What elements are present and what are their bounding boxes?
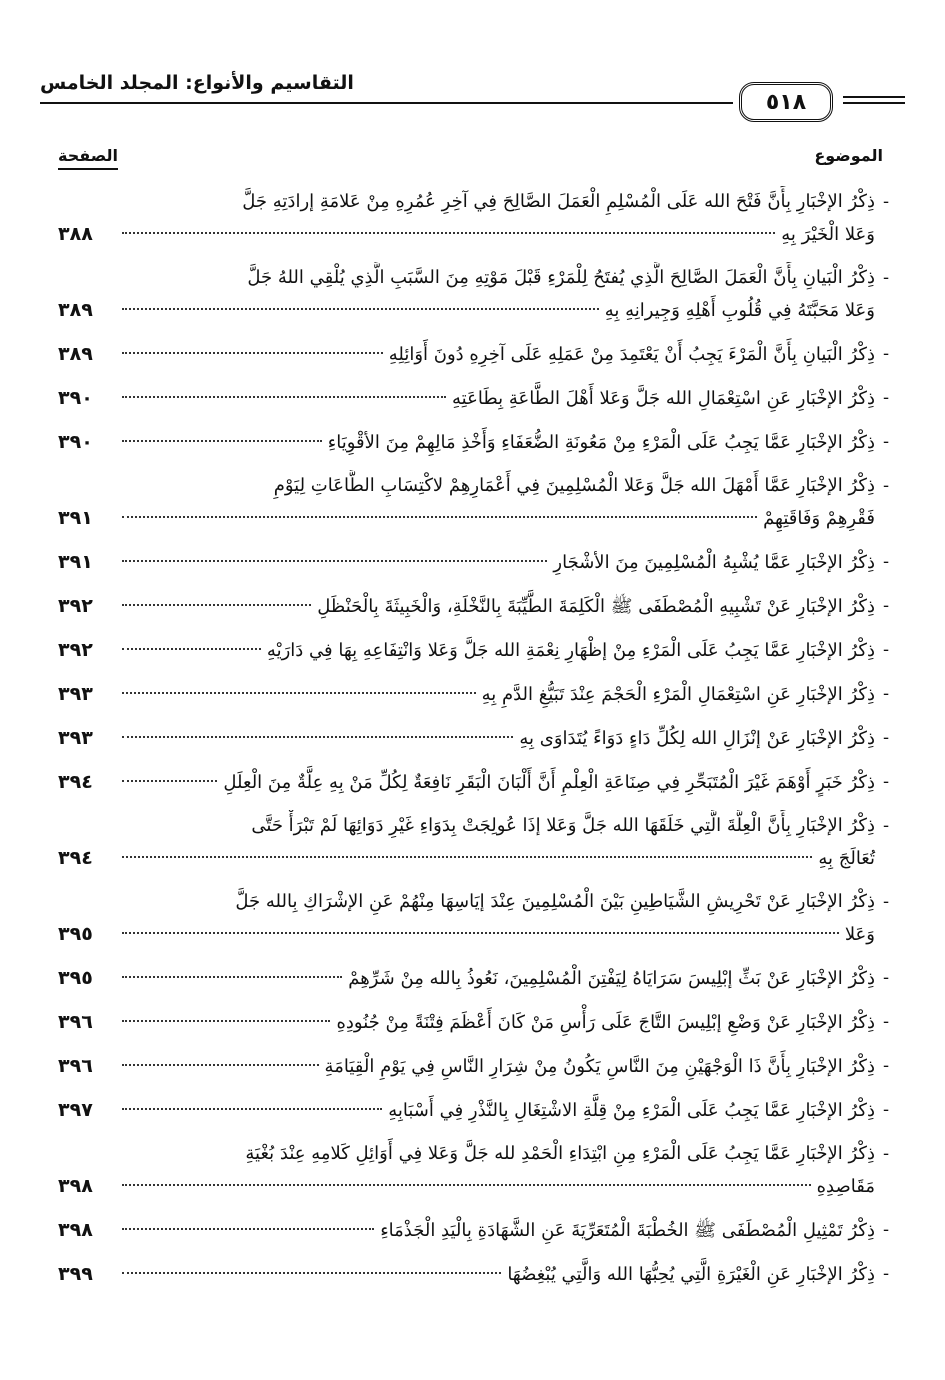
entry-title-line: وَعَلا الْخَيْرَ بِهِ (781, 224, 875, 245)
entry-title-line: ذِكْرُ الإخْبَارِ عَمَّا يَجِبُ عَلَى الْمَرْءِ مِنِ ابْتِدَاءِ الْحَمْدِ لله جَلَّ وَعَلا فِي أَوَائِلِ كَلامِهِ عِنْدَ بُغْيَةِ (245, 1143, 875, 1164)
toc-entry (58, 470, 897, 535)
entry-bullet: - (882, 267, 890, 288)
dot-leader (122, 1184, 811, 1186)
toc-entry (58, 1214, 897, 1247)
entry-page-number: ٣٩٥ (58, 923, 93, 945)
table-of-contents (58, 186, 897, 1302)
entry-title-line: ذِكْرُ الإخْبَارِ عَنْ تَحْرِيشِ الشَّيَاطِينِ بَيْنَ الْمُسْلِمِينَ عِنْدَ إيَاسِهَا مِنْهُمْ عَنِ الإشْرَاكِ بِالله جَلَّ (235, 891, 875, 912)
entry-title-line: ذِكْرُ الإخْبَارِ عَنْ وَضْعِ إبْلِيسَ التَّاجَ عَلَى رَأْسِ مَنْ كَانَ أَعْظَمَ فِتْنَةً مِنْ جُنُودِهِ (336, 1012, 875, 1033)
entry-title-line: تُعَالَجَ بِهِ (818, 848, 875, 869)
entry-title-line: ذِكْرُ الإخْبَارِ عَمَّا يَجِبُ عَلَى الْمَرْءِ مِنْ إظْهَارِ نِعْمَةِ الله جَلَّ وَعَلا وَانْتِفَاعِهِ بِهَا فِي دَارَيْهِ (266, 640, 875, 661)
toc-entry (58, 1050, 897, 1083)
entry-bullet: - (882, 1219, 890, 1240)
entry-last-line (58, 1214, 875, 1247)
entry-page-number: ٣٩٤ (58, 771, 93, 793)
entry-body (58, 1050, 875, 1083)
entry-title-line: فَقْرِهِمْ وَفَاقَتِهِمْ (763, 508, 875, 529)
entry-page-number: ٣٩٢ (58, 639, 93, 661)
entry-last-line (58, 766, 875, 799)
entry-body (58, 590, 875, 623)
column-header-topic: الموضوع (814, 146, 883, 165)
entry-page-number: ٣٩٧ (58, 1099, 93, 1121)
entry-body (58, 426, 875, 459)
entry-bullet: - (882, 191, 890, 212)
entry-title-line: وَعَلا (844, 924, 875, 945)
dot-leader (122, 780, 217, 782)
entry-last-line (58, 842, 875, 875)
toc-entry (58, 722, 897, 755)
dot-leader (122, 1228, 374, 1230)
entry-body (58, 1006, 875, 1039)
entry-bullet: - (882, 967, 890, 988)
dot-leader (122, 232, 775, 234)
entry-last-line (58, 502, 875, 535)
entry-title-line: ذِكْرُ الإخْبَارِ عَنِ اسْتِعْمَالِ الله جَلَّ وَعَلا أَهْلَ الطَّاعَةِ بِطَاعَتِهِ (452, 388, 875, 409)
entry-title-line: ذِكْرُ الإخْبَارِ عَمَّا يَجِبُ عَلَى الْمَرْءِ مِنْ قِلَّةِ الاشْتِغَالِ بِالنَّذْرِ فِي أَسْبَابِهِ (388, 1100, 875, 1121)
entry-title-line: ذِكْرُ الإخْبَارِ عَنِ اسْتِعْمَالِ الْمَرْءِ الْحَجْمَ عِنْدَ تَبَيُّغِ الدَّمِ بِهِ (481, 684, 875, 705)
page-header (40, 72, 905, 122)
entry-bullet: - (882, 431, 890, 452)
dot-leader (122, 308, 599, 310)
entry-body (58, 678, 875, 711)
toc-entry (58, 426, 897, 459)
entry-bullet: - (882, 815, 890, 836)
page-number: ٥١٨ (739, 82, 833, 122)
entry-page-number: ٣٩١ (58, 551, 93, 573)
entry-page-number: ٣٨٩ (58, 299, 93, 321)
entry-title-line: ذِكْرُ الإخْبَارِ بِأَنَّ الْعِلَّةَ الَّتِي خَلَقَهَا الله جَلَّ وَعَلا إذَا عُولِجَتْ بِدَوَاءِ غَيْرِ دَوَائِهَا لَمْ تَبْرَأْ حَتَّى (251, 815, 875, 836)
entry-title-line: ذِكْرُ الإخْبَارِ عَنِ الْغَيْرَةِ الَّتِي يُحِبُّهَا الله وَالَّتِي يُبْغِضُهَا (507, 1264, 875, 1285)
entry-bullet: - (882, 1263, 890, 1284)
entry-title-line: ذِكْرُ الْبَيانِ بِأَنَّ الْمَرْءَ يَجِبُ أَنْ يَعْتَمِدَ مِنْ عَمَلِهِ عَلَى آخِرِهِ دُونَ أَوَائِلِهِ (388, 344, 875, 365)
dot-leader (122, 396, 446, 398)
entry-page-number: ٣٨٨ (58, 223, 93, 245)
entry-last-line (58, 678, 875, 711)
entry-bullet: - (882, 683, 890, 704)
toc-entry (58, 810, 897, 875)
entry-body (58, 962, 875, 995)
entry-page-number: ٣٩١ (58, 507, 93, 529)
entry-page-number: ٣٨٩ (58, 343, 93, 365)
entry-title-line: ذِكْرُ الإخْبَارِ بِأَنَّ ذَا الْوَجْهَيْنِ مِنَ النَّاسِ يَكُونُ مِنْ شِرَارِ النَّاسِ فِي يَوْمِ الْقِيَامَةِ (324, 1056, 875, 1077)
toc-entry (58, 382, 897, 415)
toc-entry (58, 1258, 897, 1291)
dot-leader (122, 1064, 319, 1066)
entry-body (58, 1258, 875, 1291)
entry-body (58, 1214, 875, 1247)
entry-body (58, 470, 875, 535)
dot-leader (122, 736, 513, 738)
entry-bullet: - (882, 727, 890, 748)
entry-bullet: - (882, 475, 890, 496)
entry-last-line (58, 294, 875, 327)
entry-last-line (58, 338, 875, 371)
entry-body (58, 634, 875, 667)
entry-bullet: - (882, 387, 890, 408)
entry-title-line: ذِكْرُ الإخْبَارِ عَمَّا أَمْهَلَ الله جَلَّ وَعَلا الْمُسْلِمِينَ فِي أَعْمَارِهِمْ لاكْتِسَابِ الطَّاعَاتِ لِيَوْمِ (273, 475, 875, 496)
volume-title: التقاسيم والأنواع: المجلد الخامس (40, 72, 354, 94)
entry-bullet: - (882, 639, 890, 660)
entry-page-number: ٣٩٣ (58, 683, 93, 705)
entry-page-number: ٣٩٩ (58, 1263, 93, 1285)
toc-entry (58, 186, 897, 251)
entry-bullet: - (882, 1055, 890, 1076)
dot-leader (122, 856, 812, 858)
toc-entry (58, 546, 897, 579)
toc-entry (58, 1006, 897, 1039)
dot-leader (122, 692, 476, 694)
entry-title-line: وَعَلا مَحَبَّتَهُ فِي قُلُوبِ أَهْلِهِ وَجِيرانِهِ بِهِ (604, 300, 875, 321)
dot-leader (122, 604, 311, 606)
toc-entry (58, 886, 897, 951)
toc-entry (58, 1094, 897, 1127)
toc-entry (58, 590, 897, 623)
entry-page-number: ٣٩٥ (58, 967, 93, 989)
toc-entry (58, 338, 897, 371)
dot-leader (122, 440, 322, 442)
entry-bullet: - (882, 1143, 890, 1164)
dot-leader (122, 648, 261, 650)
entry-body (58, 1138, 875, 1203)
entry-body (58, 382, 875, 415)
entry-last-line (58, 382, 875, 415)
dot-leader (122, 1108, 382, 1110)
entry-page-number: ٣٩٤ (58, 847, 93, 869)
entry-last-line (58, 1006, 875, 1039)
entry-bullet: - (882, 551, 890, 572)
entry-last-line (58, 1258, 875, 1291)
entry-page-number: ٣٩٨ (58, 1175, 93, 1197)
entry-body (58, 338, 875, 371)
entry-last-line (58, 218, 875, 251)
entry-body (58, 186, 875, 251)
entry-last-line (58, 1170, 875, 1203)
entry-last-line (58, 1050, 875, 1083)
entry-page-number: ٣٩٠ (58, 431, 93, 453)
entry-body (58, 886, 875, 951)
column-header-page: الصفحة (58, 146, 118, 170)
entry-bullet: - (882, 343, 890, 364)
entry-title-line: ذِكْرُ خَبَرٍ أَوْهَمَ غَيْرَ الْمُتَبَحِّرِ فِي صِنَاعَةِ الْعِلْمِ أَنَّ أَلْبَانَ الْبَقَرِ نَافِعَةٌ لِكُلِّ مَنْ بِهِ عِلَّةٌ مِنَ الْعِلَلِ (223, 772, 875, 793)
entry-title-line: ذِكْرُ الْبَيانِ بِأَنَّ الْعَمَلَ الصَّالِحَ الَّذِي يُفتَحُ لِلْمَرْءِ قَبْلَ مَوْتِهِ مِنَ السَّبَبِ الَّذِي يُلْقِي اللهُ جَلَّ (247, 267, 875, 288)
entry-title-line: ذِكْرُ الإخْبَارِ عَنْ بَثِّ إبْلِيسَ سَرَايَاهُ لِيَفْتِنَ الْمُسْلِمِينَ، نَعُوذُ بِالله مِنْ شَرِّهِمْ (348, 968, 875, 989)
entry-bullet: - (882, 1099, 890, 1120)
toc-entry (58, 766, 897, 799)
dot-leader (122, 1272, 501, 1274)
entry-title-line: مَقَاصِدِهِ (816, 1176, 875, 1197)
entry-bullet: - (882, 1011, 890, 1032)
entry-body (58, 810, 875, 875)
dot-leader (122, 516, 757, 518)
entry-page-number: ٣٩٦ (58, 1055, 93, 1077)
entry-body (58, 766, 875, 799)
toc-entry (58, 262, 897, 327)
entry-body (58, 722, 875, 755)
entry-page-number: ٣٩٢ (58, 595, 93, 617)
entry-bullet: - (882, 891, 890, 912)
toc-entry (58, 678, 897, 711)
entry-title-line: ذِكْرُ الإخْبَارِ عَمَّا يَجِبُ عَلَى الْمَرْءِ مِنْ مَعُونَةِ الضُّعَفَاءِ وَأَخْذِ مَالِهِمْ مِنَ الأقْوِيَاءِ (327, 432, 875, 453)
entry-title-line: ذِكْرُ تَمْثِيلِ الْمُصْطَفَى ﷺ الخُطْبَةَ الْمُتَعَرِّيَةَ عَنِ الشَّهَادَةِ بِالْيَدِ الْجَذْمَاءِ (380, 1220, 875, 1241)
entry-title-line: ذِكْرُ الإخْبَارِ عَنْ إنْزَالِ الله لِكُلِّ دَاءٍ دَوَاءً يُتَدَاوَى بِهِ (519, 728, 875, 749)
dot-leader (122, 976, 342, 978)
entry-page-number: ٣٩٠ (58, 387, 93, 409)
header-ornament-lines (843, 96, 905, 108)
entry-bullet: - (882, 595, 890, 616)
entry-last-line (58, 722, 875, 755)
entry-last-line (58, 1094, 875, 1127)
entry-last-line (58, 634, 875, 667)
header-rule (40, 102, 733, 104)
toc-entry (58, 634, 897, 667)
entry-title-line: ذِكْرُ الإخْبَارِ عَمَّا يُشْبِهُ الْمُسْلِمِينَ مِنَ الأشْجَارِ (553, 552, 875, 573)
toc-entry (58, 962, 897, 995)
entry-last-line (58, 426, 875, 459)
entry-body (58, 546, 875, 579)
entry-page-number: ٣٩٦ (58, 1011, 93, 1033)
entry-last-line (58, 590, 875, 623)
entry-last-line (58, 962, 875, 995)
dot-leader (122, 1020, 330, 1022)
dot-leader (122, 932, 839, 934)
entry-last-line (58, 918, 875, 951)
entry-body (58, 262, 875, 327)
entry-title-line: ذِكْرُ الإخْبَارِ عَنْ تَشْبِيهِ الْمُصْطَفَى ﷺ الْكَلِمَةَ الطَّيِّبَةَ بِالنَّخْلَةِ، وَالْخَبِيثَةَ بِالْحَنْظَلِ (317, 596, 875, 617)
entry-last-line (58, 546, 875, 579)
toc-entry (58, 1138, 897, 1203)
entry-body (58, 1094, 875, 1127)
entry-bullet: - (882, 771, 890, 792)
entry-page-number: ٣٩٣ (58, 727, 93, 749)
entry-title-line: ذِكْرُ الإخْبَارِ بِأَنَّ فَتْحَ الله عَلَى الْمُسْلِمِ الْعَمَلَ الصَّالِحَ فِي آخِرِ عُمُرِهِ مِنْ عَلامَةِ إرادَتِهِ جَلَّ (242, 191, 875, 212)
dot-leader (122, 560, 547, 562)
dot-leader (122, 352, 383, 354)
entry-page-number: ٣٩٨ (58, 1219, 93, 1241)
